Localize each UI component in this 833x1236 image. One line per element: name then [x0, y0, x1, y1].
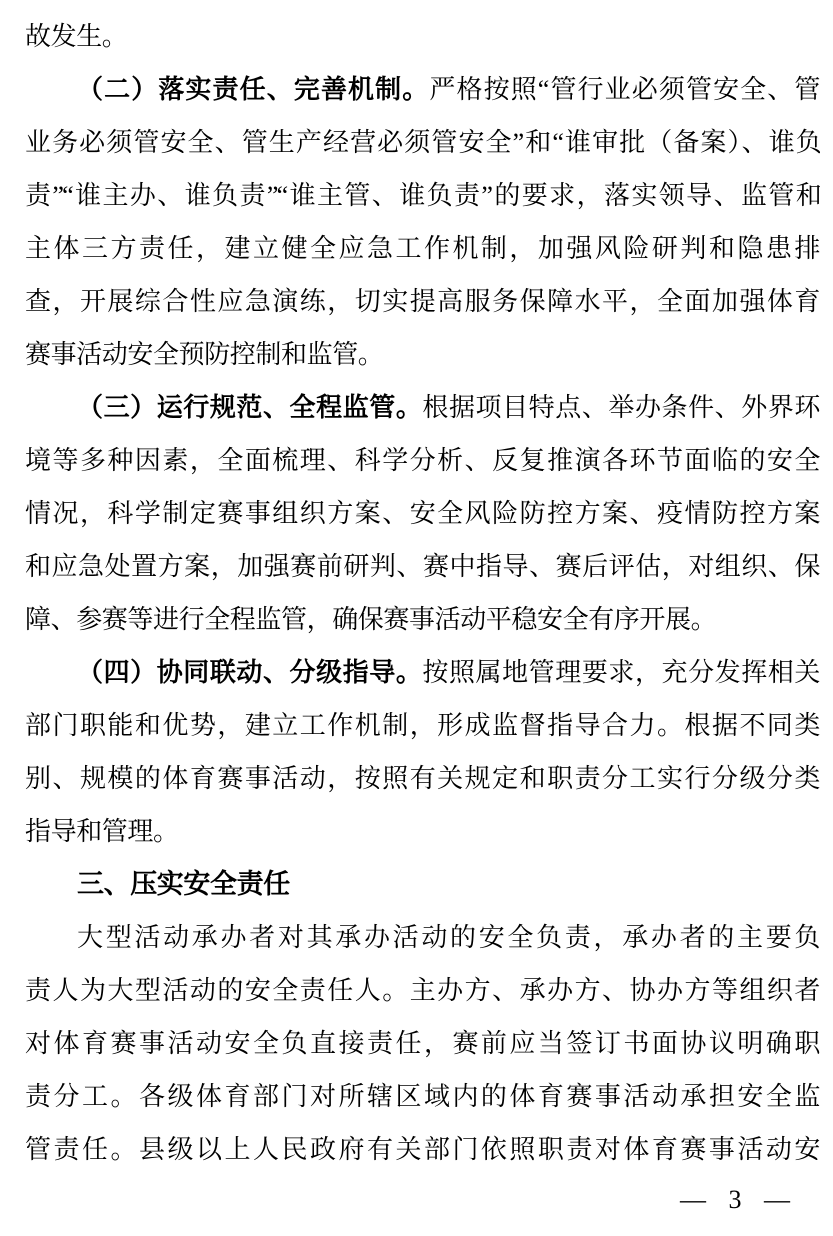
body-text-line: 责人为大型活动的安全责任人。主办方、承办方、协办方等组织者	[25, 976, 820, 1005]
subsection-heading-line	[25, 646, 820, 699]
body-text-line: 境等多种因素，全面梳理、科学分析、反复推演各环节面临的安全	[25, 446, 820, 475]
body-text-line: 故发生。	[25, 22, 128, 51]
body-text-line: 赛事活动安全预防控制和监管。	[25, 340, 384, 369]
body-text-line: 责”“谁主办、谁负责”“谁主管、谁负责”的要求，落实领导、监管和	[25, 181, 820, 210]
subsection-heading: （四）协同联动、分级指导。	[77, 658, 423, 687]
body-text-line: 主体三方责任，建立健全应急工作机制，加强风险研判和隐患排	[25, 234, 820, 263]
body-text-line: 责分工。各级体育部门对所辖区域内的体育赛事活动承担安全监	[25, 1082, 820, 1111]
body-text-line: 障、参赛等进行全程监管，确保赛事活动平稳安全有序开展。	[25, 605, 717, 634]
body-text: 严格按照“管行业必须管安全、管	[429, 75, 820, 104]
body-text-line: 查，开展综合性应急演练，切实提高服务保障水平，全面加强体育	[25, 287, 820, 316]
document-body	[25, 10, 820, 1176]
body-text-line: 情况，科学制定赛事组织方案、安全风险防控方案、疫情防控方案	[25, 499, 820, 528]
subsection-heading-line	[25, 63, 820, 116]
body-text-line: 管责任。县级以上人民政府有关部门依照职责对体育赛事活动安	[25, 1135, 820, 1164]
body-text-line: 指导和管理。	[25, 817, 179, 846]
body-text-line: 大型活动承办者对其承办活动的安全负责，承办者的主要负	[77, 923, 820, 952]
body-text-line: 别、规模的体育赛事活动，按照有关规定和职责分工实行分级分类	[25, 764, 820, 793]
page-number: — 3 —	[680, 1185, 790, 1214]
body-text-line: 对体育赛事活动安全负直接责任，赛前应当签订书面协议明确职	[25, 1029, 820, 1058]
section-heading: 三、压实安全责任	[77, 869, 290, 899]
body-text-line: 和应急处置方案，加强赛前研判、赛中指导、赛后评估，对组织、保	[25, 552, 820, 581]
body-text-line: 部门职能和优势，建立工作机制，形成监督指导合力。根据不同类	[25, 711, 820, 740]
subsection-heading: （二）落实责任、完善机制。	[77, 75, 430, 104]
subsection-heading-line	[25, 381, 820, 434]
body-text: 按照属地管理要求，充分发挥相关	[422, 658, 820, 687]
subsection-heading: （三）运行规范、全程监管。	[77, 393, 423, 422]
body-text: 根据项目特点、举办条件、外界环	[422, 393, 820, 422]
body-text-line: 业务必须管安全、管生产经营必须管安全”和“谁审批（备案）、谁负	[25, 128, 820, 157]
